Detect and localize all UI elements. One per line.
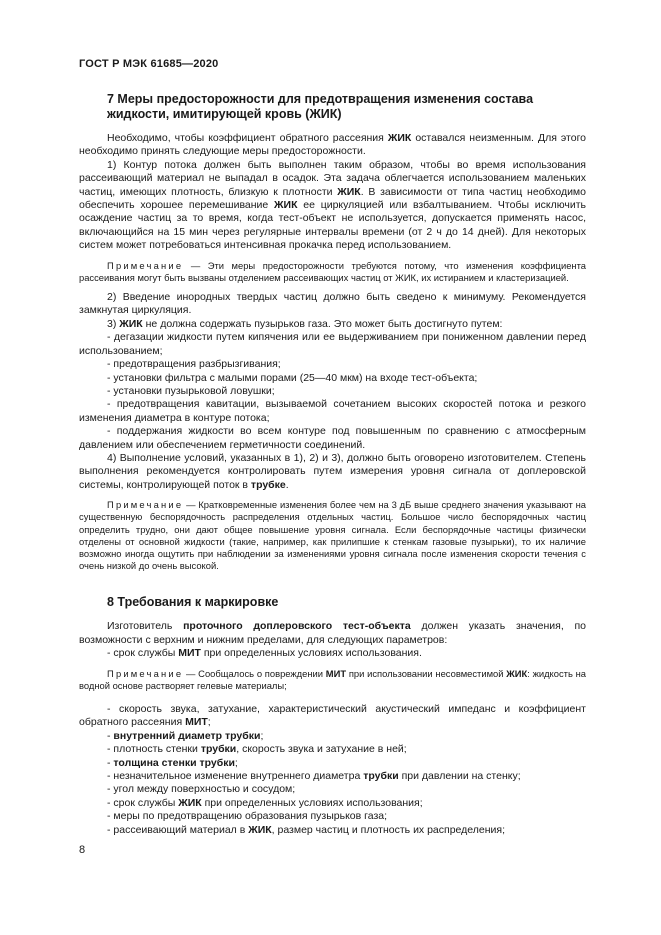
section-7-item-4: 4) Выполнение условий, указанных в 1), 2) и 3), должно быть оговорено изготовителем. Степень выполнения рекомендуется контролировать путем измерения уровня сигнала от доплеровской системы, контролирующей поток в трубке.: [79, 451, 586, 491]
section-7-item-3: 3) ЖИК не должна содержать пузырьков газа. Это может быть достигнуто путем:: [107, 317, 503, 330]
note-1: Примечание — Эти меры предосторожности требуются потому, что изменения коэффициента рассеивания могут быть вызваны отделением рассеивающих частиц от ЖИК, их истиранием и кластеризацией.: [79, 259, 586, 283]
list-item: - толщина стенки трубки;: [107, 756, 238, 769]
list-item: - установки фильтра с малыми порами (25—40 мкм) на входе тест-объекта;: [107, 371, 478, 384]
note-3: Примечание — Сообщалось о повреждении МИТ при использовании несовместимой ЖИК: жидкость на водной основе растворяет гелевые материалы;: [79, 667, 586, 691]
section-8-intro: Изготовитель проточного доплеровского тест-объекта должен указать значения, по возможности с верхним и нижним пределами, для следующих параметров:: [79, 620, 586, 646]
note-2: Примечание — Кратковременные изменения более чем на 3 дБ выше среднего значения указывают на существенную беспорядочность распределения отдельных частиц. Большое число беспорядочных частиц определить трудно, они дают общее повышение уровня сигнала. Если беспорядочные частицы физически отделены от основной жидкости (такие, например, как прилипшие к стенкам газовые пузырьки), то их наличие возможно иногда ощутить при наблюдении за изменениями уровня сигнала после изменения скорости течения с очень низкой до очень высокой.: [79, 499, 586, 572]
section-8-title: 8 Требования к маркировке: [107, 595, 279, 610]
section-7-title-line-1: 7 Меры предосторожности для предотвращения изменения состава: [107, 92, 534, 106]
list-item: - предотвращения разбрызгивания;: [107, 358, 281, 371]
section-7-item-2: 2) Введение инородных твердых частиц должно быть сведено к минимуму. Рекомендуется замкнутая циркуляция.: [79, 291, 586, 317]
list-item: - скорость звука, затухание, характеристический акустический импеданс и коэффициент обратного рассеяния МИТ;: [79, 703, 586, 729]
list-item: - угол между поверхностью и сосудом;: [107, 783, 296, 796]
document-header: ГОСТ Р МЭК 61685—2020: [79, 58, 219, 70]
list-item: - внутренний диаметр трубки;: [107, 729, 264, 742]
list-item: - рассеивающий материал в ЖИК, размер частиц и плотность их распределения;: [107, 823, 506, 836]
page-content: [79, 90, 586, 837]
list-item: - поддержания жидкости во всем контуре под повышенным по сравнению с атмосферным давлением или обеспечением герметичности соединений.: [79, 425, 586, 451]
section-7-title-line-2: жидкости, имитирующей кровь (ЖИК): [107, 107, 342, 121]
section-7-item-1: 1) Контур потока должен быть выполнен таким образом, чтобы во время использования рассеивающий материал не выпадал в осадок. Эта задача облегчается использованием маленьких частиц, имеющих плотность, близкую к плотности ЖИК. В зависимости от типа частиц необходимо обеспечить хорошее перемешивание ЖИК ее циркуляцией или взбалтыванием. Чтобы исключить осаждение частиц за то время, когда тест-объект не используется, допускается применять насос, включающийся на 15 мин через регулярные интервалы времени (от 2 ч до 14 дней). Для некоторых систем может потребоваться интенсивная прокачка перед использованием.: [79, 158, 586, 252]
list-item: - установки пузырьковой ловушки;: [107, 384, 275, 397]
section-7-intro: Необходимо, чтобы коэффициент обратного рассеяния ЖИК оставался неизменным. Для этого необходимо принять следующие меры предосторожности.: [79, 132, 587, 158]
list-item: - плотность стенки трубки, скорость звука и затухание в ней;: [107, 743, 407, 756]
list-item: - срок службы МИТ при определенных условиях использования.: [107, 647, 422, 660]
list-item: - дегазации жидкости путем кипячения или ее выдерживанием при пониженном давлении перед использованием;: [79, 331, 586, 357]
list-item: - предотвращения кавитации, вызываемой сочетанием высоких скоростей потока и резкого изменения диаметра в контуре потока;: [79, 398, 586, 424]
page-number: 8: [79, 844, 86, 856]
list-item: - срок службы ЖИК при определенных условиях использования;: [107, 796, 423, 809]
list-item: - меры по предотвращению образования пузырьков газа;: [107, 810, 388, 823]
list-item: - незначительное изменение внутреннего диаметра трубки при давлении на стенку;: [107, 770, 521, 783]
